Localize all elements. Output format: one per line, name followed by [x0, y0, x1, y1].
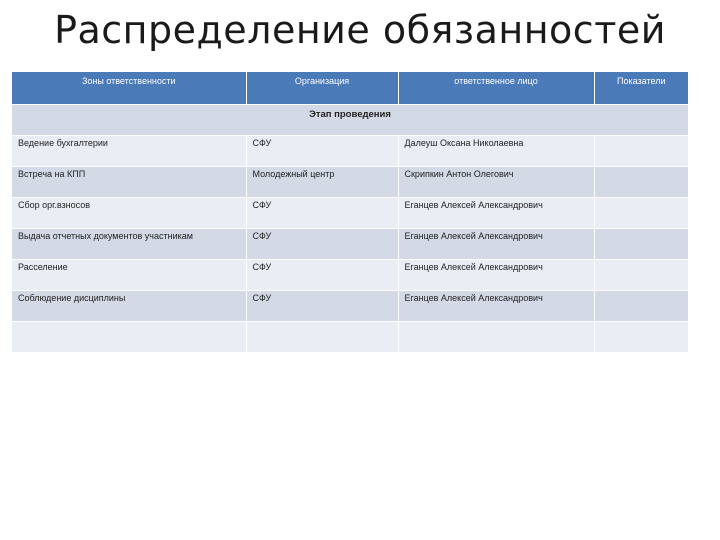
- cell-person: Еганцев Алексей Александрович: [398, 260, 594, 291]
- cell-indicator: [594, 167, 688, 198]
- header-zones: Зоны ответственности: [12, 72, 246, 105]
- cell-zone: Соблюдение дисциплины: [12, 291, 246, 322]
- cell-organization: СФУ: [246, 136, 398, 167]
- cell-zone: Расселение: [12, 260, 246, 291]
- cell-indicator: [594, 198, 688, 229]
- header-indicators: Показатели: [594, 72, 688, 105]
- table-row: [12, 198, 688, 229]
- cell-organization: [246, 322, 398, 353]
- cell-indicator: [594, 291, 688, 322]
- cell-organization: СФУ: [246, 198, 398, 229]
- stage-label: Этап проведения: [12, 105, 688, 136]
- cell-indicator: [594, 136, 688, 167]
- cell-person: Еганцев Алексей Александрович: [398, 198, 594, 229]
- cell-zone: Ведение бухгалтерии: [12, 136, 246, 167]
- cell-person: Далеуш Оксана Николаевна: [398, 136, 594, 167]
- table-row: [12, 136, 688, 167]
- table-row: [12, 260, 688, 291]
- cell-person: Скрипкин Антон Олегович: [398, 167, 594, 198]
- header-responsible-person: ответственное лицо: [398, 72, 594, 105]
- slide-title: Распределение обязанностей: [54, 8, 666, 52]
- cell-zone: Встреча на КПП: [12, 167, 246, 198]
- cell-organization: СФУ: [246, 260, 398, 291]
- cell-organization: СФУ: [246, 291, 398, 322]
- table-row: [12, 322, 688, 353]
- cell-indicator: [594, 322, 688, 353]
- cell-person: [398, 322, 594, 353]
- table-row: [12, 167, 688, 198]
- header-organization: Организация: [246, 72, 398, 105]
- cell-indicator: [594, 260, 688, 291]
- cell-organization: СФУ: [246, 229, 398, 260]
- cell-zone: [12, 322, 246, 353]
- table-row: [12, 291, 688, 322]
- responsibility-table: [12, 72, 688, 352]
- cell-person: Еганцев Алексей Александрович: [398, 229, 594, 260]
- cell-zone: Выдача отчетных документов участникам: [12, 229, 246, 260]
- stage-row: [12, 105, 688, 136]
- cell-zone: Сбор орг.взносов: [12, 198, 246, 229]
- cell-indicator: [594, 229, 688, 260]
- table-header-row: [12, 72, 688, 105]
- table-row: [12, 229, 688, 260]
- cell-person: Еганцев Алексей Александрович: [398, 291, 594, 322]
- cell-organization: Молодежный центр: [246, 167, 398, 198]
